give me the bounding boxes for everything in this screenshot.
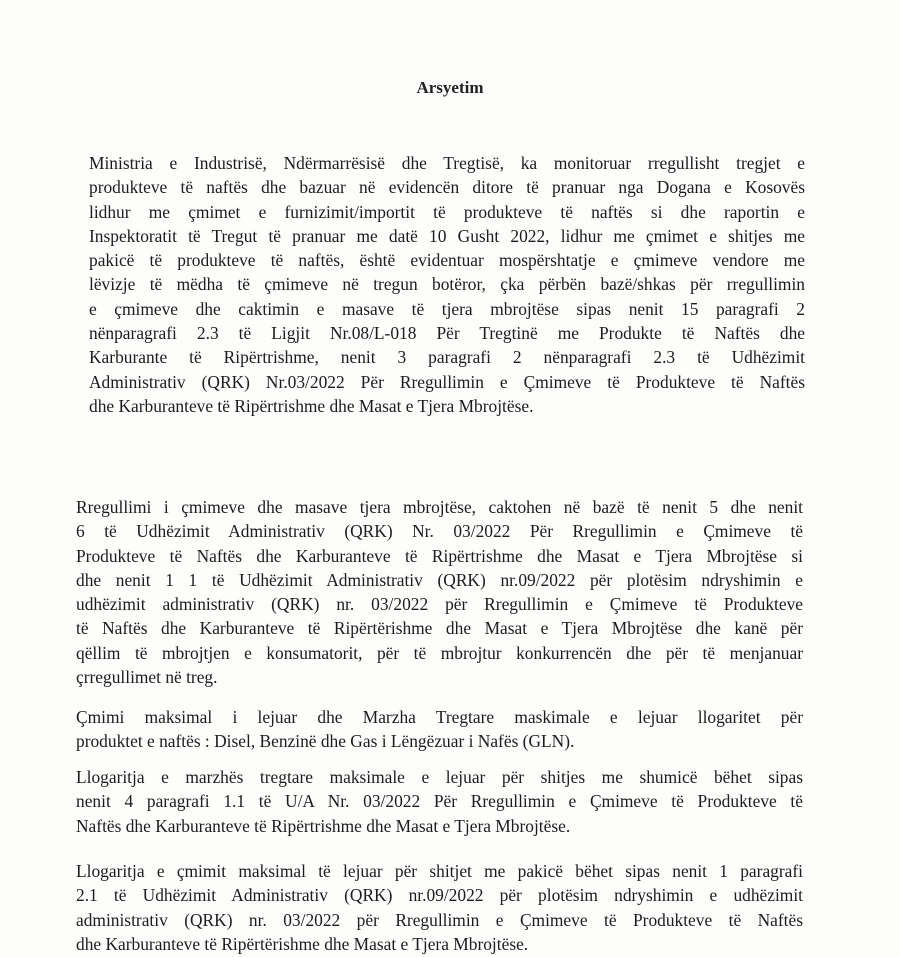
- text-line: Produkteve të Naftës dhe Karburanteve të Ripërtrishme dhe Masat e Tjera Mbrojtëse si: [76, 545, 803, 566]
- text-line: Llogaritja e marzhës tregtare maksimale e lejuar për shitjes me shumicë bëhet sipas: [76, 767, 803, 787]
- text-line: produktet e naftës : Disel, Benzinë dhe Gas i Lëngëzuar i Nafës (GLN).: [76, 731, 575, 752]
- text-line: qëllim të mbrojtjen e konsumatorit, për të mbrojtur konkurrencën dhe për të menjanuar: [76, 642, 803, 663]
- text-line: të Naftës dhe Karburanteve të Ripërtërishme dhe Masat e Tjera Mbrojtëse dhe kanë për: [76, 618, 803, 639]
- text-line: produkteve të naftës dhe bazuar në evidencën ditore të pranuar nga Dogana e Kosovës: [89, 177, 805, 198]
- text-line: Naftës dhe Karburanteve të Ripërtrishme dhe Masat e Tjera Mbrojtëse.: [76, 815, 571, 836]
- text-line: e çmimeve dhe caktimin e masave të tjera mbrojtëse sipas nenit 15 paragrafi 2: [89, 298, 805, 319]
- text-line: udhëzimit administrativ (QRK) nr. 03/2022 për Rregullimin e Çmimeve të Produkteve: [76, 594, 803, 615]
- text-line: nënparagrafi 2.3 të Ligjit Nr.08/L-018 Për Tregtinë me Produkte të Naftës dhe: [89, 323, 805, 344]
- text-line: çrregullimet në treg.: [76, 667, 218, 688]
- text-line: Çmimi maksimal i lejuar dhe Marzha Tregtare maskimale e lejuar llogaritet për: [76, 707, 803, 727]
- text-line: 2.1 të Udhëzimit Administrativ (QRK) nr.09/2022 për plotësim ndryshimin e udhëzimit: [76, 885, 803, 906]
- text-line: administrativ (QRK) nr. 03/2022 për Rregullimin e Çmimeve të Produkteve të Naftës: [76, 909, 803, 930]
- text-line: lidhur me çmimet e furnizimit/importit të produkteve të naftës si dhe raportin e: [89, 201, 805, 222]
- text-line: 6 të Udhëzimit Administrativ (QRK) Nr. 03/2022 Për Rregullimin e Çmimeve të: [76, 521, 803, 542]
- text-line: Rregullimi i çmimeve dhe masave tjera mbrojtëse, caktohen në bazë të nenit 5 dhe nenit: [76, 497, 803, 517]
- paragraph-3: [76, 705, 803, 754]
- text-line: dhe nenit 1 1 të Udhëzimit Administrativ (QRK) nr.09/2022 për plotësim ndryshimin e: [76, 569, 803, 590]
- text-line: Inspektoratit të Tregut të pranuar me datë 10 Gusht 2022, lidhur me çmimet e shitjes me: [89, 225, 805, 246]
- document-title: Arsyetim: [416, 78, 484, 97]
- text-line: nenit 4 paragrafi 1.1 të U/A Nr. 03/2022 Për Rregullimin e Çmimeve të Produkteve të: [76, 791, 803, 812]
- text-line: Llogaritja e çmimit maksimal të lejuar për shitjet me pakicë bëhet sipas nenit 1 paragrafi: [76, 861, 803, 881]
- text-line: Administrativ (QRK) Nr.03/2022 Për Rregullimin e Çmimeve të Produkteve të Naftës: [89, 371, 805, 392]
- paragraph-2: [76, 495, 803, 689]
- text-line: lëvizje të mëdha të çmimeve në tregun botëror, çka përbën bazë/shkas për rregullimin: [89, 274, 805, 295]
- paragraph-1: [89, 151, 805, 418]
- text-line: dhe Karburanteve të Ripërtërishme dhe Masat e Tjera Mbrojtëse.: [76, 933, 529, 954]
- paragraph-5: [76, 859, 803, 956]
- text-line: Karburante të Ripërtrishme, nenit 3 paragrafi 2 nënparagrafi 2.3 të Udhëzimit: [89, 347, 805, 368]
- paragraph-4: [76, 765, 803, 838]
- text-line: pakicë të produkteve të naftës, është evidentuar mospërshtatje e çmimeve vendore me: [89, 250, 805, 271]
- text-line: Ministria e Industrisë, Ndërmarrësisë dhe Tregtisë, ka monitoruar rregullisht tregjet e: [89, 153, 805, 173]
- text-line: dhe Karburanteve të Ripërtrishme dhe Masat e Tjera Mbrojtëse.: [89, 395, 534, 416]
